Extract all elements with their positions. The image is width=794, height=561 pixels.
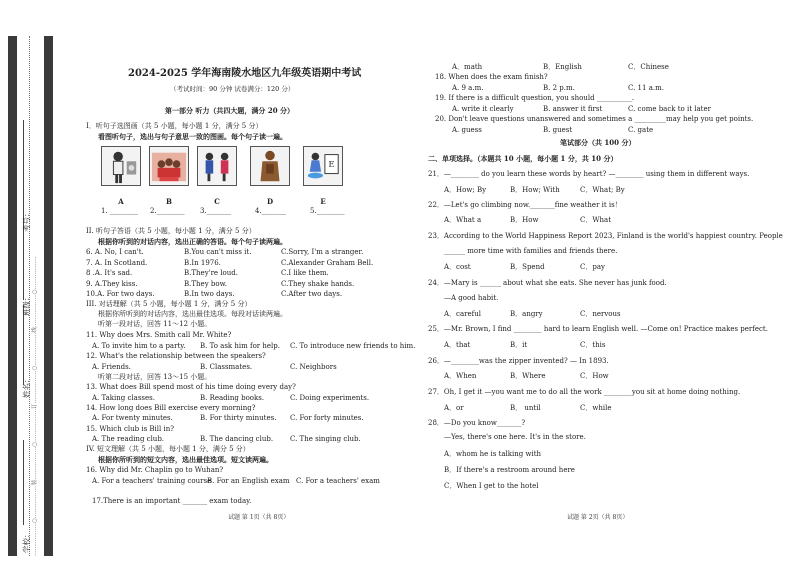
class-label: 班级： <box>22 293 31 316</box>
q19-c: C. come back to it later <box>628 105 711 113</box>
q17-b: B．English <box>543 63 582 71</box>
answer-blank-3[interactable]: 3._______ <box>200 207 232 215</box>
section3-part2: 听第二段对话，回答 13～15 小题。 <box>98 373 212 381</box>
q23-line2: ______ more time with families and friends there. <box>444 247 618 255</box>
section1-heading: Ⅰ．听句子选图画（共 5 小题，每小题 1 分，满分 5 分） <box>86 122 263 130</box>
exam-number-label: 考号： <box>22 209 31 232</box>
q23-a: A．cost <box>444 263 471 271</box>
q25: 25．—Mr. Brown, I find ________ hard to learn English well. —Come on! Practice makes perfect. <box>428 325 768 333</box>
picture-label-b: B <box>166 197 172 206</box>
q12-c: C. Neighbors <box>290 363 337 371</box>
q28: 28．—Do you know_______? <box>428 419 526 427</box>
q16-b: B. For an English exam <box>207 477 290 485</box>
q18: 18. When does the exam finish? <box>435 73 548 81</box>
q24-c: C．nervous <box>580 310 621 318</box>
school-label: 学校： <box>22 530 31 553</box>
binding-margin <box>0 0 56 561</box>
name-label: 姓名： <box>22 375 31 398</box>
q16: 16. Why did Mr. Chaplin go to Wuhan? <box>86 466 224 474</box>
q7-c: C.Alexander Graham Bell. <box>281 259 374 267</box>
q23-c: C．pay <box>580 263 605 271</box>
q9-c: C.They shake hands. <box>281 280 355 288</box>
q11-a: A. To invite him to a party. <box>92 342 186 350</box>
q24-line2: —A good habit. <box>444 294 499 302</box>
q20-c: C. gate <box>628 126 654 134</box>
q24-a: A．careful <box>444 310 481 318</box>
q18-a: A. 9 a.m. <box>452 84 484 92</box>
q16-a: A. For a teachers' training course <box>92 477 212 485</box>
q6-c: C.Sorry, I'm a stranger. <box>281 248 364 256</box>
q26-c: C．How <box>580 372 609 380</box>
q12-a: A. Friends. <box>92 363 131 371</box>
q14: 14. How long does Bill exercise every morning? <box>86 404 256 412</box>
q27: 27．Oh, I get it —you want me to do all the work ________you sit at home doing nothing. <box>428 388 741 396</box>
q28-b: B．If there's a restroom around here <box>444 466 575 474</box>
q13: 13. What does Bill spend most of his time doing every day? <box>86 383 296 391</box>
q28-a: A．whom he is talking with <box>444 450 542 458</box>
exam-title: 2024-2025 学年海南陵水地区九年级英语期中考试 <box>128 68 362 79</box>
picture-a <box>101 146 141 186</box>
section2-instructions: 根据你听到的对话内容，选出正确的答语。每个句子读两遍。 <box>98 237 287 246</box>
part1-heading: 第一部分 听力（共四大题，满分 20 分） <box>165 106 295 115</box>
q12: 12. What's the relationship between the speakers? <box>86 352 266 360</box>
q18-b: B. 2 p.m. <box>543 84 575 92</box>
q8-b: B.They're loud. <box>184 269 238 277</box>
q27-a: A．or <box>444 404 464 412</box>
picture-e <box>303 146 343 186</box>
q21-c: C．What; By <box>580 186 625 194</box>
q12-b: B. Classmates. <box>200 363 253 371</box>
q25-b: B．it <box>510 341 528 349</box>
picture-label-a: A <box>118 197 124 206</box>
page1-footer: 试题 第 1页（共 8页） <box>228 514 290 521</box>
binding-bar-right <box>44 36 53 556</box>
q22: 22．—Let's go climbing now._______fine weather it is！ <box>428 201 622 209</box>
q14-b: B. For thirty minutes. <box>200 414 277 422</box>
q8-a: 8 .A. It's sad. <box>86 269 133 277</box>
q22-c: C．What <box>580 216 612 224</box>
q13-b: B. Reading books. <box>200 394 265 402</box>
q10-c: C.After two days. <box>281 290 343 298</box>
q7-a: 7. A. In Scotland. <box>86 259 148 267</box>
q6-a: 6. A. No, I can't. <box>86 248 144 256</box>
q11-c: C. To introduce new friends to him. <box>290 342 416 350</box>
q20: 20. Don't leave questions unanswered and sometimes a _________may help you get points. <box>435 115 754 123</box>
picture-d <box>250 146 290 186</box>
section3-instructions: 根据你所听到的对话内容，选出最佳选项。每段对话读两遍。 <box>98 310 287 318</box>
q21-a: A．How; By <box>444 186 487 194</box>
q13-a: A. Taking classes. <box>92 394 155 402</box>
cut-line-text: ………………○………………装………………○………………订………………○………………线………………○……………… <box>32 256 38 556</box>
section4-heading: IV. 短文理解（共 5 小题，每小题 1 分，满分 5 分） <box>86 445 250 453</box>
binding-bar-left <box>8 36 17 556</box>
q17-c: C．Chinese <box>628 63 669 71</box>
answer-blank-4[interactable]: 4._______ <box>255 207 287 215</box>
q22-a: A．What a <box>444 216 482 224</box>
q19: 19. If there is a difficult question, you should __________. <box>435 94 635 102</box>
q8-c: C.I like them. <box>281 269 329 277</box>
section1-instructions: 看图听句子，选出与句子意思一致的图画。每个句子读一遍。 <box>98 132 287 141</box>
section3-part1: 听第一段对话，回答 11～12 小题。 <box>98 320 212 328</box>
q26: 26．—________was the zipper invented? — In 1893. <box>428 357 609 365</box>
q15: 15. Which club is Bill in? <box>86 425 174 433</box>
q17: 17.There is an important _______ exam today. <box>92 497 252 505</box>
q19-b: B. answer it first <box>543 105 603 113</box>
section2-heading: II. 听句子答语（共 5 小题，每小题 1 分，满分 5 分） <box>86 227 256 235</box>
section5-heading: 二、单项选择。（本题共 10 小题，每小题 1 分，共 10 分） <box>428 154 618 163</box>
picture-c <box>197 146 237 186</box>
q15-b: B. The dancing club. <box>200 435 274 443</box>
answer-blank-2[interactable]: 2.________ <box>150 207 185 215</box>
answer-blank-1[interactable]: 1. ________ <box>101 207 138 215</box>
picture-b <box>149 146 189 186</box>
q26-a: A．When <box>444 372 477 380</box>
q6-b: B.You can't miss it. <box>184 248 252 256</box>
exam-subtitle: （考试时间：90 分钟 试卷满分：120 分） <box>170 85 295 93</box>
q17-a: A．math <box>452 63 483 71</box>
q9-a: 9. A.They kiss. <box>86 280 138 288</box>
picture-label-e: E <box>320 197 326 206</box>
exam-number-line <box>23 120 24 215</box>
q11-b: B. To ask him for help. <box>200 342 280 350</box>
q28-c: C．When I get to the hotel <box>444 482 539 490</box>
q28-line2: —Yes, there's one here. It's in the store. <box>444 433 586 441</box>
q9-b: B.They bow. <box>184 280 227 288</box>
q13-c: C. Doing experiments. <box>290 394 370 402</box>
q15-c: C. The singing club. <box>290 435 361 443</box>
picture-label-d: D <box>266 197 274 206</box>
q10-b: B.In two days. <box>184 290 235 298</box>
q27-b: B． until <box>510 404 541 412</box>
section3-heading: III. 对话理解（共 5 小题，每小题 1 分，满分 5 分） <box>86 300 252 308</box>
q19-a: A. write it clearly <box>452 105 514 113</box>
q20-b: B. guest <box>543 126 573 134</box>
written-part-heading: 笔试部分（共 100 分） <box>560 138 636 147</box>
q7-b: B.In 1976. <box>184 259 221 267</box>
q23-b: B．Spend <box>510 263 545 271</box>
answer-blank-5[interactable]: 5.________ <box>310 207 345 215</box>
q14-c: C. For forty minutes. <box>290 414 364 422</box>
school-line <box>23 440 24 525</box>
q10-a: 10.A. For two days. <box>86 290 155 298</box>
q25-c: C．this <box>580 341 606 349</box>
q25-a: A．that <box>444 341 471 349</box>
q18-c: C. 11 a.m. <box>628 84 664 92</box>
picture-label-c: C <box>214 197 220 206</box>
q21: 21．—________ do you learn these words by heart? —________ using them in different ways. <box>428 170 750 178</box>
name-line <box>23 305 24 385</box>
page2-footer: 试题 第 2页（共 8页） <box>567 514 629 521</box>
q23: 23．According to the World Happiness Report 2023, Finland is the world's happiest country. People <box>428 232 783 240</box>
q15-a: A. The reading club. <box>92 435 165 443</box>
svg-text:E: E <box>328 159 335 170</box>
q26-b: B．Where <box>510 372 546 380</box>
q11: 11. Why does Mrs. Smith call Mr. White? <box>86 331 232 339</box>
section4-instructions: 根据你所听到的短文内容，选出最佳选项。短文读两遍。 <box>98 455 273 464</box>
q20-a: A. guess <box>452 126 482 134</box>
q14-a: A. For twenty minutes. <box>92 414 173 422</box>
q27-c: C．while <box>580 404 612 412</box>
q22-b: B．How <box>510 216 539 224</box>
q24: 24．—Mary is ______ about what she eats. She never has junk food. <box>428 279 667 287</box>
q21-b: B．How; With <box>510 186 560 194</box>
q24-b: B．angry <box>510 310 543 318</box>
q16-c: C. For a teachers' exam <box>296 477 380 485</box>
